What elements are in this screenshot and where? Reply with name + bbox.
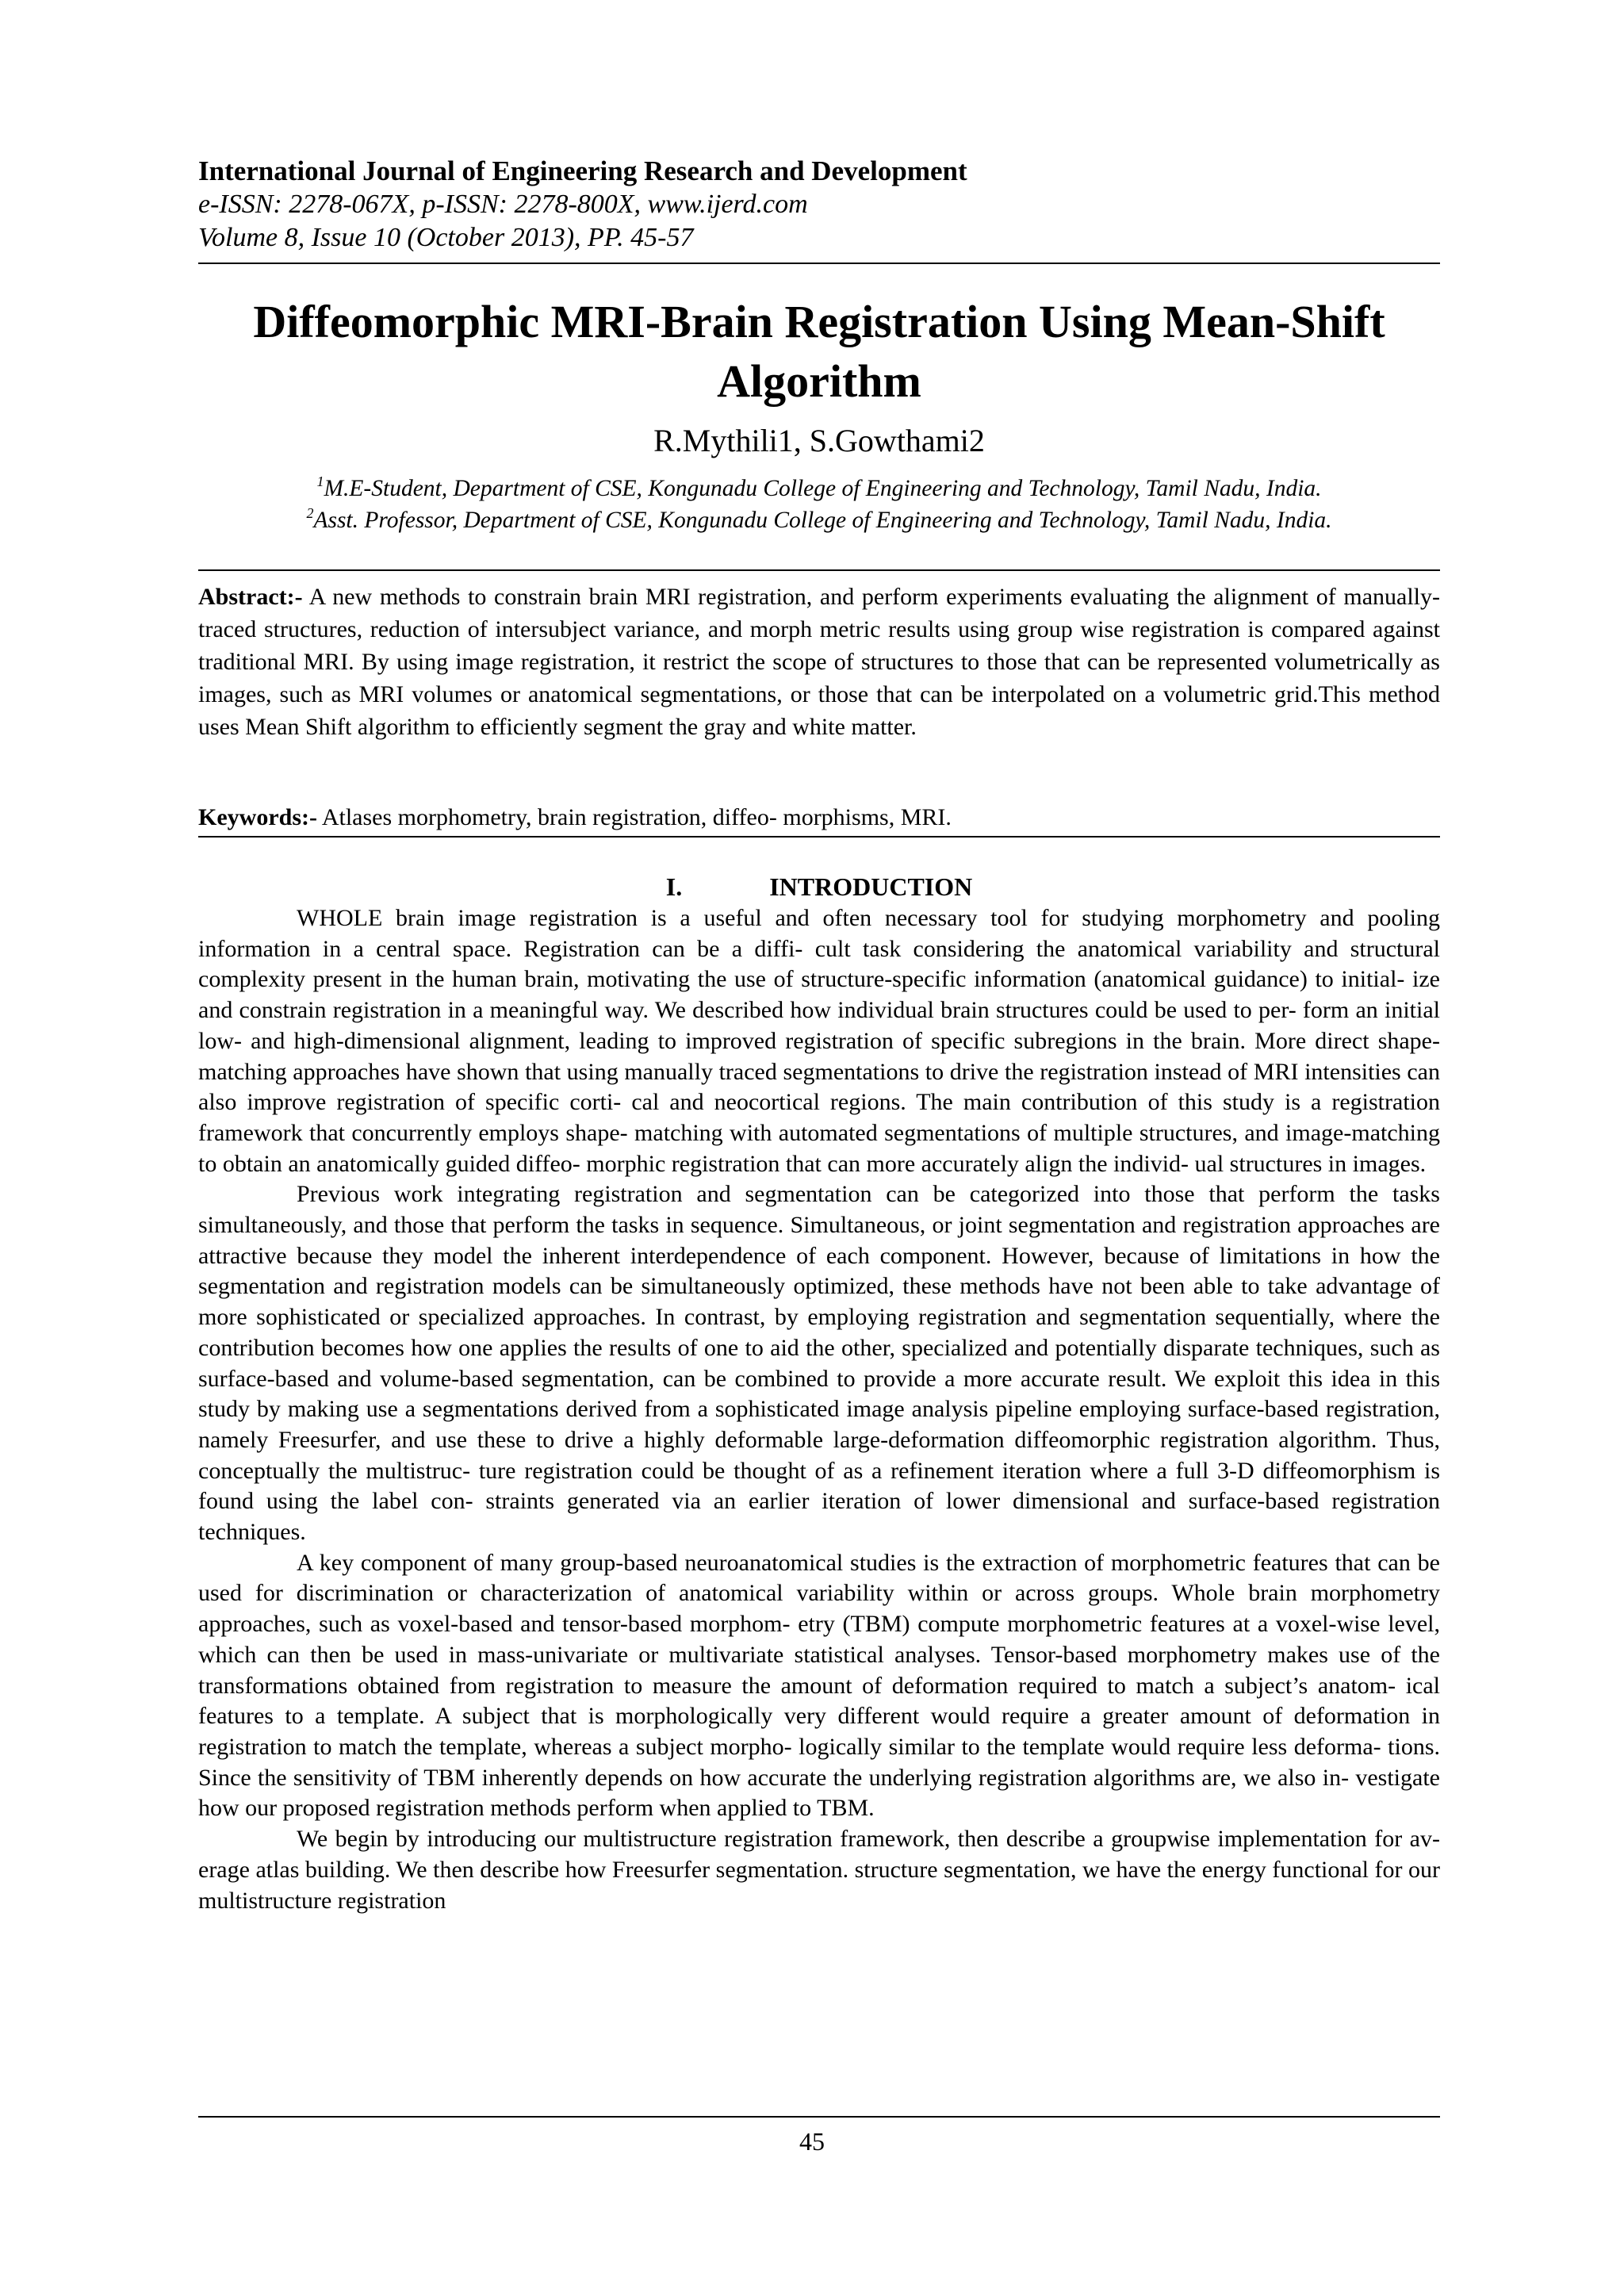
paper-title-line2: Algorithm [717, 355, 921, 407]
abstract-label: Abstract:- [198, 584, 303, 610]
section-number: I. [665, 872, 683, 901]
journal-name: International Journal of Engineering Research and Development [198, 155, 967, 186]
affiliation-marker: 2 [306, 505, 314, 521]
keywords-label: Keywords:- [198, 804, 317, 830]
body-paragraph: A key component of many group-based neuroanatomical studies is the extraction of morphometric features that can be used for discrimination or characterization of anatomical variability within or across groups. Whole brain morphometry approaches, such as voxel-based and tensor-based morphom- etry (TBM) compute morphometric features at a voxel-wise level, which can then be used in mass-univariate or multivariate statistical analyses. Tensor-based morphometry makes use of the transformations obtained from registration to measure the amount of deformation required to match a subject’s anatom- ical features to a template. A subject that is morphologically very different would require a greater amount of deformation in registration to match the template, whereas a subject morpho- logically similar to the template would require less deforma- tions. Since the sensitivity of TBM inherently depends on how accurate the underlying registration algorithms are, we also in- vestigate how our proposed registration methods perform when applied to TBM. [198, 1549, 1440, 1822]
affiliation-text: M.E-Student, Department of CSE, Kongunadu College of Engineering and Technology, Tamil Nadu, India. [324, 476, 1322, 501]
paper-title-line1: Diffeomorphic MRI-Brain Registration Using Mean-Shift [253, 296, 1385, 347]
journal-volume: Volume 8, Issue 10 (October 2013), PP. 45-57 [198, 223, 694, 252]
affiliation-marker: 1 [316, 473, 324, 489]
section-heading [198, 870, 1440, 903]
body-paragraph: We begin by introducing our multistructure registration framework, then describe a groupwise implementation for av- erage atlas building. We then describe how Freesurfer segmentation. structure segmentation, we have the energy functional for our multistructure registration [198, 1826, 1440, 1914]
body-paragraph: WHOLE brain image registration is a useful and often necessary tool for studying morphometry and pooling information in a central space. Registration can be a diffi- cult task considering the anatomical variability and structural complexity present in the human brain, motivating the use of structure-specific information (anatomical guidance) to initial- ize and constrain registration in a meaningful way. We described how individual brain structures could be used to per- form an initial low- and high-dimensional alignment, leading to improved registration of specific subregions in the brain. More direct shape-matching approaches have shown that using manually traced segmentations to drive the registration instead of MRI intensities can also improve registration of specific corti- cal and neocortical regions. The main contribution of this study is a registration framework that concurrently employs shape- matching with automated segmentations of multiple structures, and image-matching to obtain an anatomically guided diffeo- morphic registration that can more accurately align the individ- ual structures in images. [198, 905, 1440, 1177]
paper-title [198, 292, 1440, 411]
affiliation-1 [198, 473, 1440, 504]
affiliation-text: Asst. Professor, Department of CSE, Kongunadu College of Engineering and Technology, Tamil Nadu, India. [313, 508, 1332, 533]
keywords-text: Atlases morphometry, brain registration, diffeo- morphisms, MRI. [321, 804, 952, 830]
abstract [198, 581, 1440, 743]
affiliation-2 [198, 504, 1440, 536]
journal-issn: e-ISSN: 2278-067X, p-ISSN: 2278-800X, www.ijerd.com [198, 190, 808, 219]
footer-rule [198, 2116, 1440, 2118]
page-number: 45 [799, 2127, 825, 2156]
abstract-top-rule [198, 569, 1440, 571]
abstract-text: A new methods to constrain brain MRI registration, and perform experiments evaluating the alignment of manually-traced structures, reduction of intersubject variance, and morph metric results using group wise registration is compared against traditional MRI. By using image registration, it restrict the scope of structures to those that can be represented volumetrically as images, such as MRI volumes or anatomical segmentations, or those that can be interpolated on a volumetric grid.This method uses Mean Shift algorithm to efficiently segment the gray and white matter. [198, 584, 1440, 740]
paper-authors: R.Mythili1, S.Gowthami2 [653, 423, 985, 458]
journal-header [198, 155, 1440, 255]
keywords [198, 801, 1440, 834]
introduction-body [198, 903, 1440, 1916]
keywords-rule [198, 836, 1440, 838]
affiliations [198, 473, 1440, 536]
header-rule [198, 263, 1440, 264]
section-title: INTRODUCTION [769, 872, 973, 901]
body-paragraph: Previous work integrating registration and segmentation can be categorized into those that perform the tasks simultaneously, and those that perform the tasks in sequence. Simultaneous, or joint segmentation and registration approaches are attractive because they model the inherent interdependence of each component. However, because of limitations in how the segmentation and registration models can be simultaneously optimized, these methods have not been able to take advantage of more sophisticated or specialized approaches. In contrast, by employing registration and segmentation sequentially, where the contribution becomes how one applies the results of one to aid the other, specialized and potentially disparate techniques, such as surface-based and volume-based segmentation, can be combined to provide a more accurate result. We exploit this idea in this study by making use a segmentations derived from a sophisticated image analysis pipeline employing surface-based registration, namely Freesurfer, and use these to drive a highly deformable large-deformation diffeomorphic registration algorithm. Thus, conceptually the multistruc- ture registration could be thought of as a refinement iteration where a full 3-D diffeomorphism is found using the label con- straints generated via an earlier iteration of lower dimensional and surface-based registration techniques. [198, 1181, 1440, 1546]
